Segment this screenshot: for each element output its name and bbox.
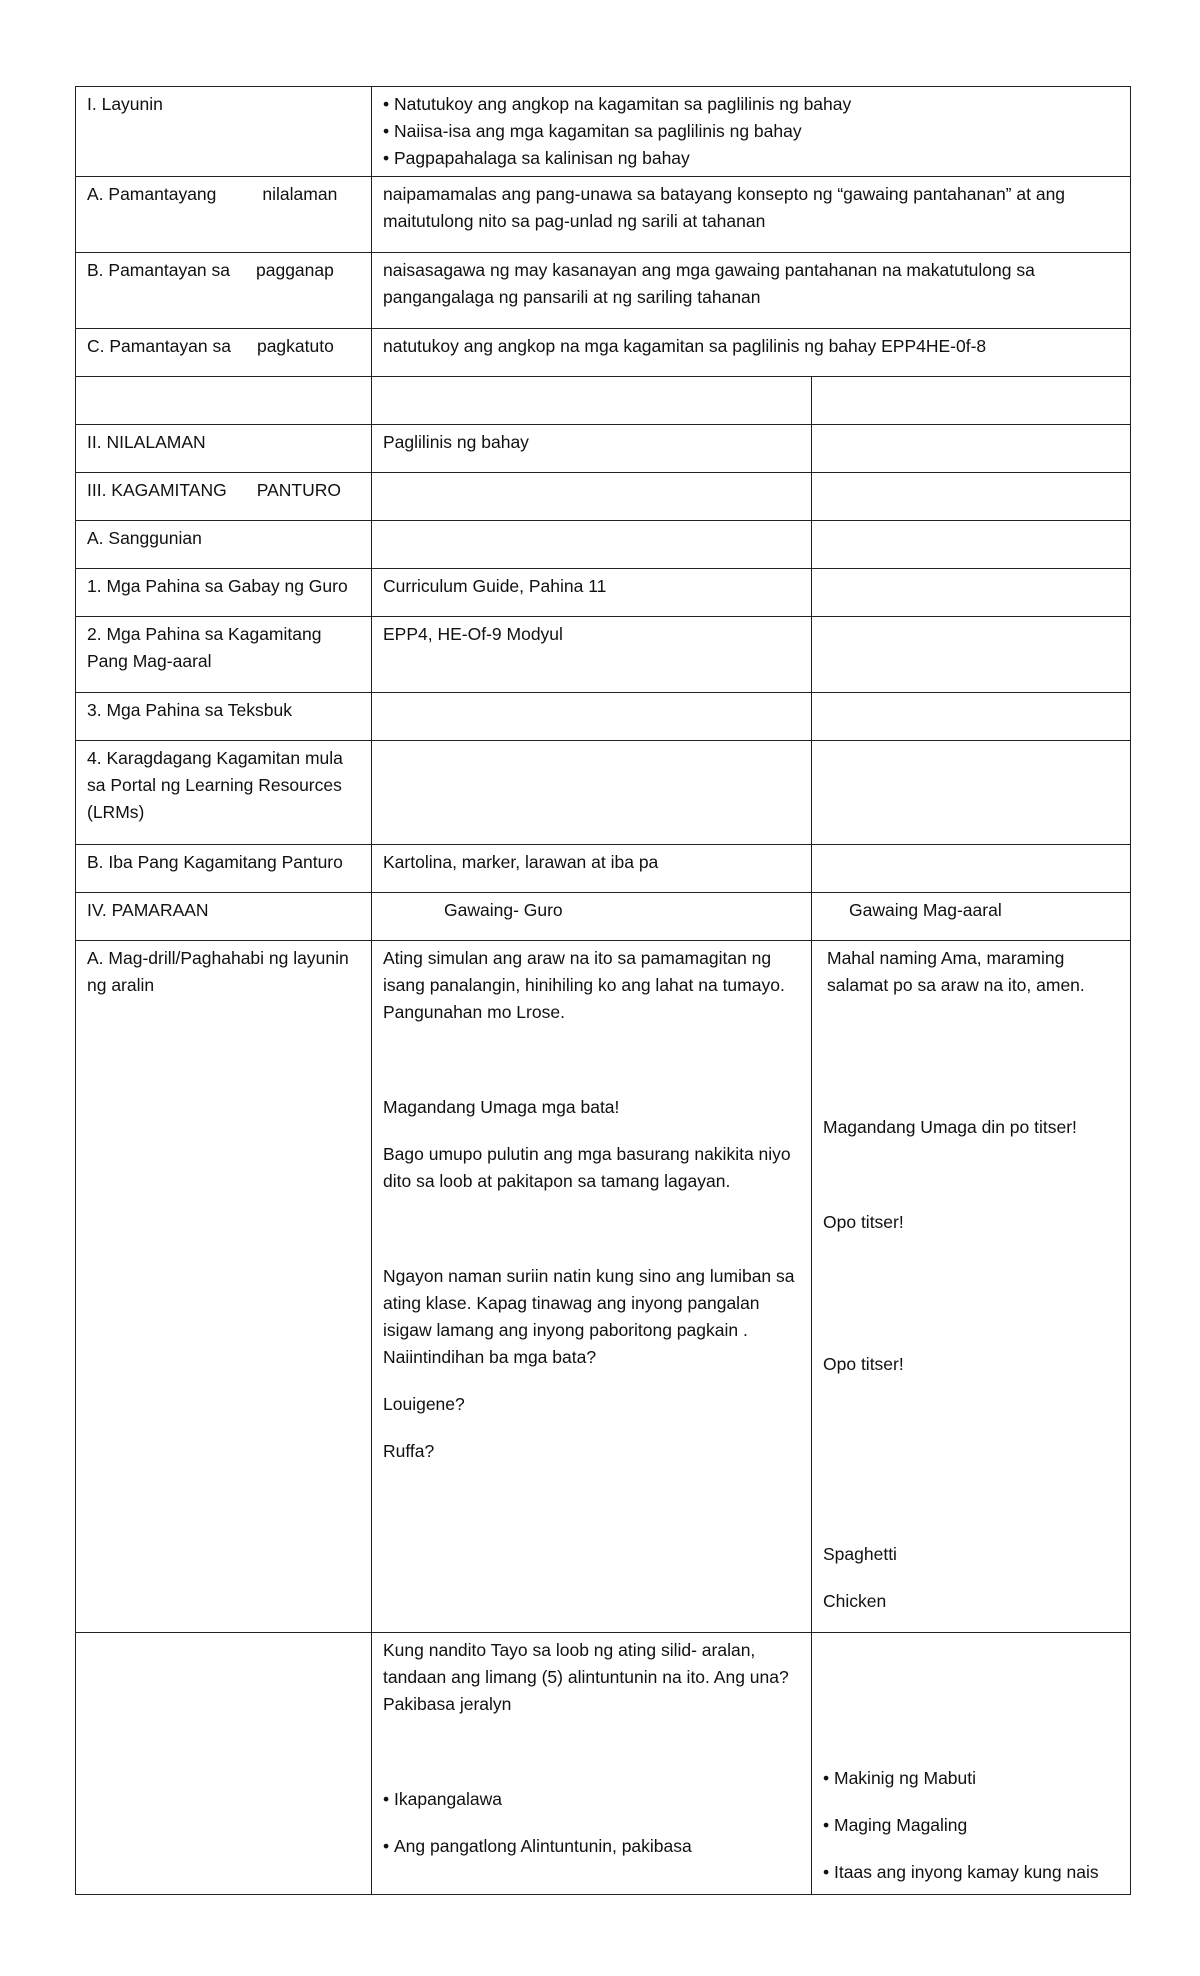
guro-rule-intro: Kung nandito Tayo sa loob ng ating silid- aralan, tandaan ang limang (5) alintuntunin na ito. Ang una? Pakibasa jeralyn xyxy=(383,1640,789,1714)
mag-aaral-rule-2: • Maging Magaling xyxy=(823,1812,1120,1839)
label-gabay-guro: 1. Mga Pahina sa Gabay ng Guro xyxy=(76,569,372,617)
mag-aaral-line-3: Opo titser! xyxy=(823,1212,904,1232)
label-part-b: pagkatuto xyxy=(256,336,334,356)
empty-cell xyxy=(812,693,1131,741)
mag-aaral-line-4: Opo titser! xyxy=(823,1354,904,1374)
mag-aaral-line-5: Spaghetti xyxy=(823,1544,897,1564)
table-row-drill xyxy=(76,941,1131,1633)
table-row-iba-pang-kagamitan xyxy=(76,845,1131,893)
pamantayang-nilalaman-text: naipamamalas ang pang-unawa sa batayang konsepto ng “gawaing pantahanan” at ang maitutulong nito sa pag-unlad ng sarili at tahanan xyxy=(372,177,1131,253)
iba-pang-kagamitan-text: Kartolina, marker, larawan at iba pa xyxy=(372,845,812,893)
mag-aaral-rule-3: • Itaas ang inyong kamay kung nais xyxy=(823,1859,1120,1886)
column-header-gawaing-guro: Gawaing- Guro xyxy=(372,893,812,941)
guro-line-1: Ating simulan ang araw na ito sa pamamagitan ng isang panalangin, hinihiling ko ang lahat na tumayo. Pangunahan mo Lrose. xyxy=(383,948,785,1022)
empty-cell xyxy=(76,1633,372,1895)
table-row-pamantayang-nilalaman xyxy=(76,177,1131,253)
label-layunin: I. Layunin xyxy=(76,87,372,177)
label-kagamitang-panturo xyxy=(76,473,372,521)
lesson-plan-table xyxy=(75,86,1131,1895)
gabay-guro-text: Curriculum Guide, Pahina 11 xyxy=(372,569,812,617)
table-row-pamaraan xyxy=(76,893,1131,941)
empty-cell xyxy=(812,845,1131,893)
mag-aaral-rule-1: • Makinig ng Mabuti xyxy=(823,1765,1120,1792)
label-part-a: B. Pamantayan sa xyxy=(87,260,230,280)
guro-line-5: Louigene? xyxy=(383,1394,465,1414)
table-row-gabay-guro xyxy=(76,569,1131,617)
label-part-a: A. Pamantayang xyxy=(87,184,217,204)
label-sanggunian: A. Sanggunian xyxy=(76,521,372,569)
label-nilalaman: II. NILALAMAN xyxy=(76,425,372,473)
nilalaman-text: Paglilinis ng bahay xyxy=(372,425,812,473)
empty-cell xyxy=(372,377,812,425)
table-row-kagamitang-mag-aaral xyxy=(76,617,1131,693)
layunin-bullet-3: • Pagpapahalaga sa kalinisan ng bahay xyxy=(383,145,1120,172)
drill-mag-aaral xyxy=(812,941,1131,1633)
label-pamantayang-nilalaman xyxy=(76,177,372,253)
layunin-bullet-2: • Naiisa-isa ang mga kagamitan sa paglilinis ng bahay xyxy=(383,118,1120,145)
table-row-layunin xyxy=(76,87,1131,177)
mag-aaral-line-6: Chicken xyxy=(823,1591,887,1611)
table-row-sanggunian xyxy=(76,521,1131,569)
label-pamantayan-pagkatuto xyxy=(76,329,372,377)
label-lrm: 4. Karagdagang Kagamitan mula sa Portal ng Learning Resources (LRMs) xyxy=(76,741,372,845)
layunin-bullet-1: • Natutukoy ang angkop na kagamitan sa paglilinis ng bahay xyxy=(383,91,1120,118)
label-part-b: nilalaman xyxy=(262,184,338,204)
table-row-kagamitang-panturo xyxy=(76,473,1131,521)
pamantayan-pagkatuto-text: natutukoy ang angkop na mga kagamitan sa paglilinis ng bahay EPP4HE-0f-8 xyxy=(372,329,1131,377)
guro-rule-3: • Ang pangatlong Alintuntunin, pakibasa xyxy=(383,1833,801,1860)
kagamitang-mag-aaral-text: EPP4, HE-Of-9 Modyul xyxy=(372,617,812,693)
empty-cell xyxy=(372,521,812,569)
label-pamantayan-pagganap xyxy=(76,253,372,329)
empty-cell xyxy=(812,425,1131,473)
table-row-teksbuk xyxy=(76,693,1131,741)
label-part-b: pagganap xyxy=(256,260,334,280)
table-row-nilalaman xyxy=(76,425,1131,473)
guro-line-6: Ruffa? xyxy=(383,1441,435,1461)
guro-rule-2: • Ikapangalawa xyxy=(383,1786,801,1813)
label-teksbuk: 3. Mga Pahina sa Teksbuk xyxy=(76,693,372,741)
alintuntunin-mag-aaral xyxy=(812,1633,1131,1895)
guro-line-2: Magandang Umaga mga bata! xyxy=(383,1097,620,1117)
label-part-a: III. KAGAMITANG xyxy=(87,480,227,500)
drill-guro xyxy=(372,941,812,1633)
label-pamaraan: IV. PAMARAAN xyxy=(76,893,372,941)
empty-cell xyxy=(812,377,1131,425)
pamantayan-pagganap-text: naisasagawa ng may kasanayan ang mga gawaing pantahanan na makatutulong sa pangangalaga ng pansarili at ng sariling tahanan xyxy=(372,253,1131,329)
table-row-empty xyxy=(76,377,1131,425)
label-kagamitang-mag-aaral: 2. Mga Pahina sa Kagamitang Pang Mag-aaral xyxy=(76,617,372,693)
empty-cell xyxy=(812,473,1131,521)
alintuntunin-guro xyxy=(372,1633,812,1895)
label-iba-pang-kagamitan: B. Iba Pang Kagamitang Panturo xyxy=(76,845,372,893)
table-row-pamantayan-pagkatuto xyxy=(76,329,1131,377)
empty-cell xyxy=(372,741,812,845)
mag-aaral-line-1: Mahal naming Ama, maraming salamat po sa araw na ito, amen. xyxy=(827,948,1085,995)
label-part-a: C. Pamantayan sa xyxy=(87,336,231,356)
table-row-pamantayan-pagganap xyxy=(76,253,1131,329)
guro-line-4: Ngayon naman suriin natin kung sino ang lumiban sa ating klase. Kapag tinawag ang inyong pangalan isigaw lamang ang inyong paboritong pagkain . Naiintindihan ba mga bata? xyxy=(383,1266,795,1367)
empty-cell xyxy=(812,569,1131,617)
label-drill: A. Mag-drill/Paghahabi ng layunin ng aralin xyxy=(76,941,372,1633)
label-part-b: PANTURO xyxy=(256,480,341,500)
layunin-content xyxy=(372,87,1131,177)
empty-cell xyxy=(812,617,1131,693)
empty-cell xyxy=(372,473,812,521)
empty-cell xyxy=(76,377,372,425)
table-row-alintuntunin xyxy=(76,1633,1131,1895)
guro-line-3: Bago umupo pulutin ang mga basurang nakikita niyo dito sa loob at pakitapon sa tamang lagayan. xyxy=(383,1144,791,1191)
table-row-lrm xyxy=(76,741,1131,845)
mag-aaral-line-2: Magandang Umaga din po titser! xyxy=(823,1117,1077,1137)
empty-cell xyxy=(812,741,1131,845)
column-header-gawaing-mag-aaral: Gawaing Mag-aaral xyxy=(812,893,1131,941)
empty-cell xyxy=(812,521,1131,569)
empty-cell xyxy=(372,693,812,741)
